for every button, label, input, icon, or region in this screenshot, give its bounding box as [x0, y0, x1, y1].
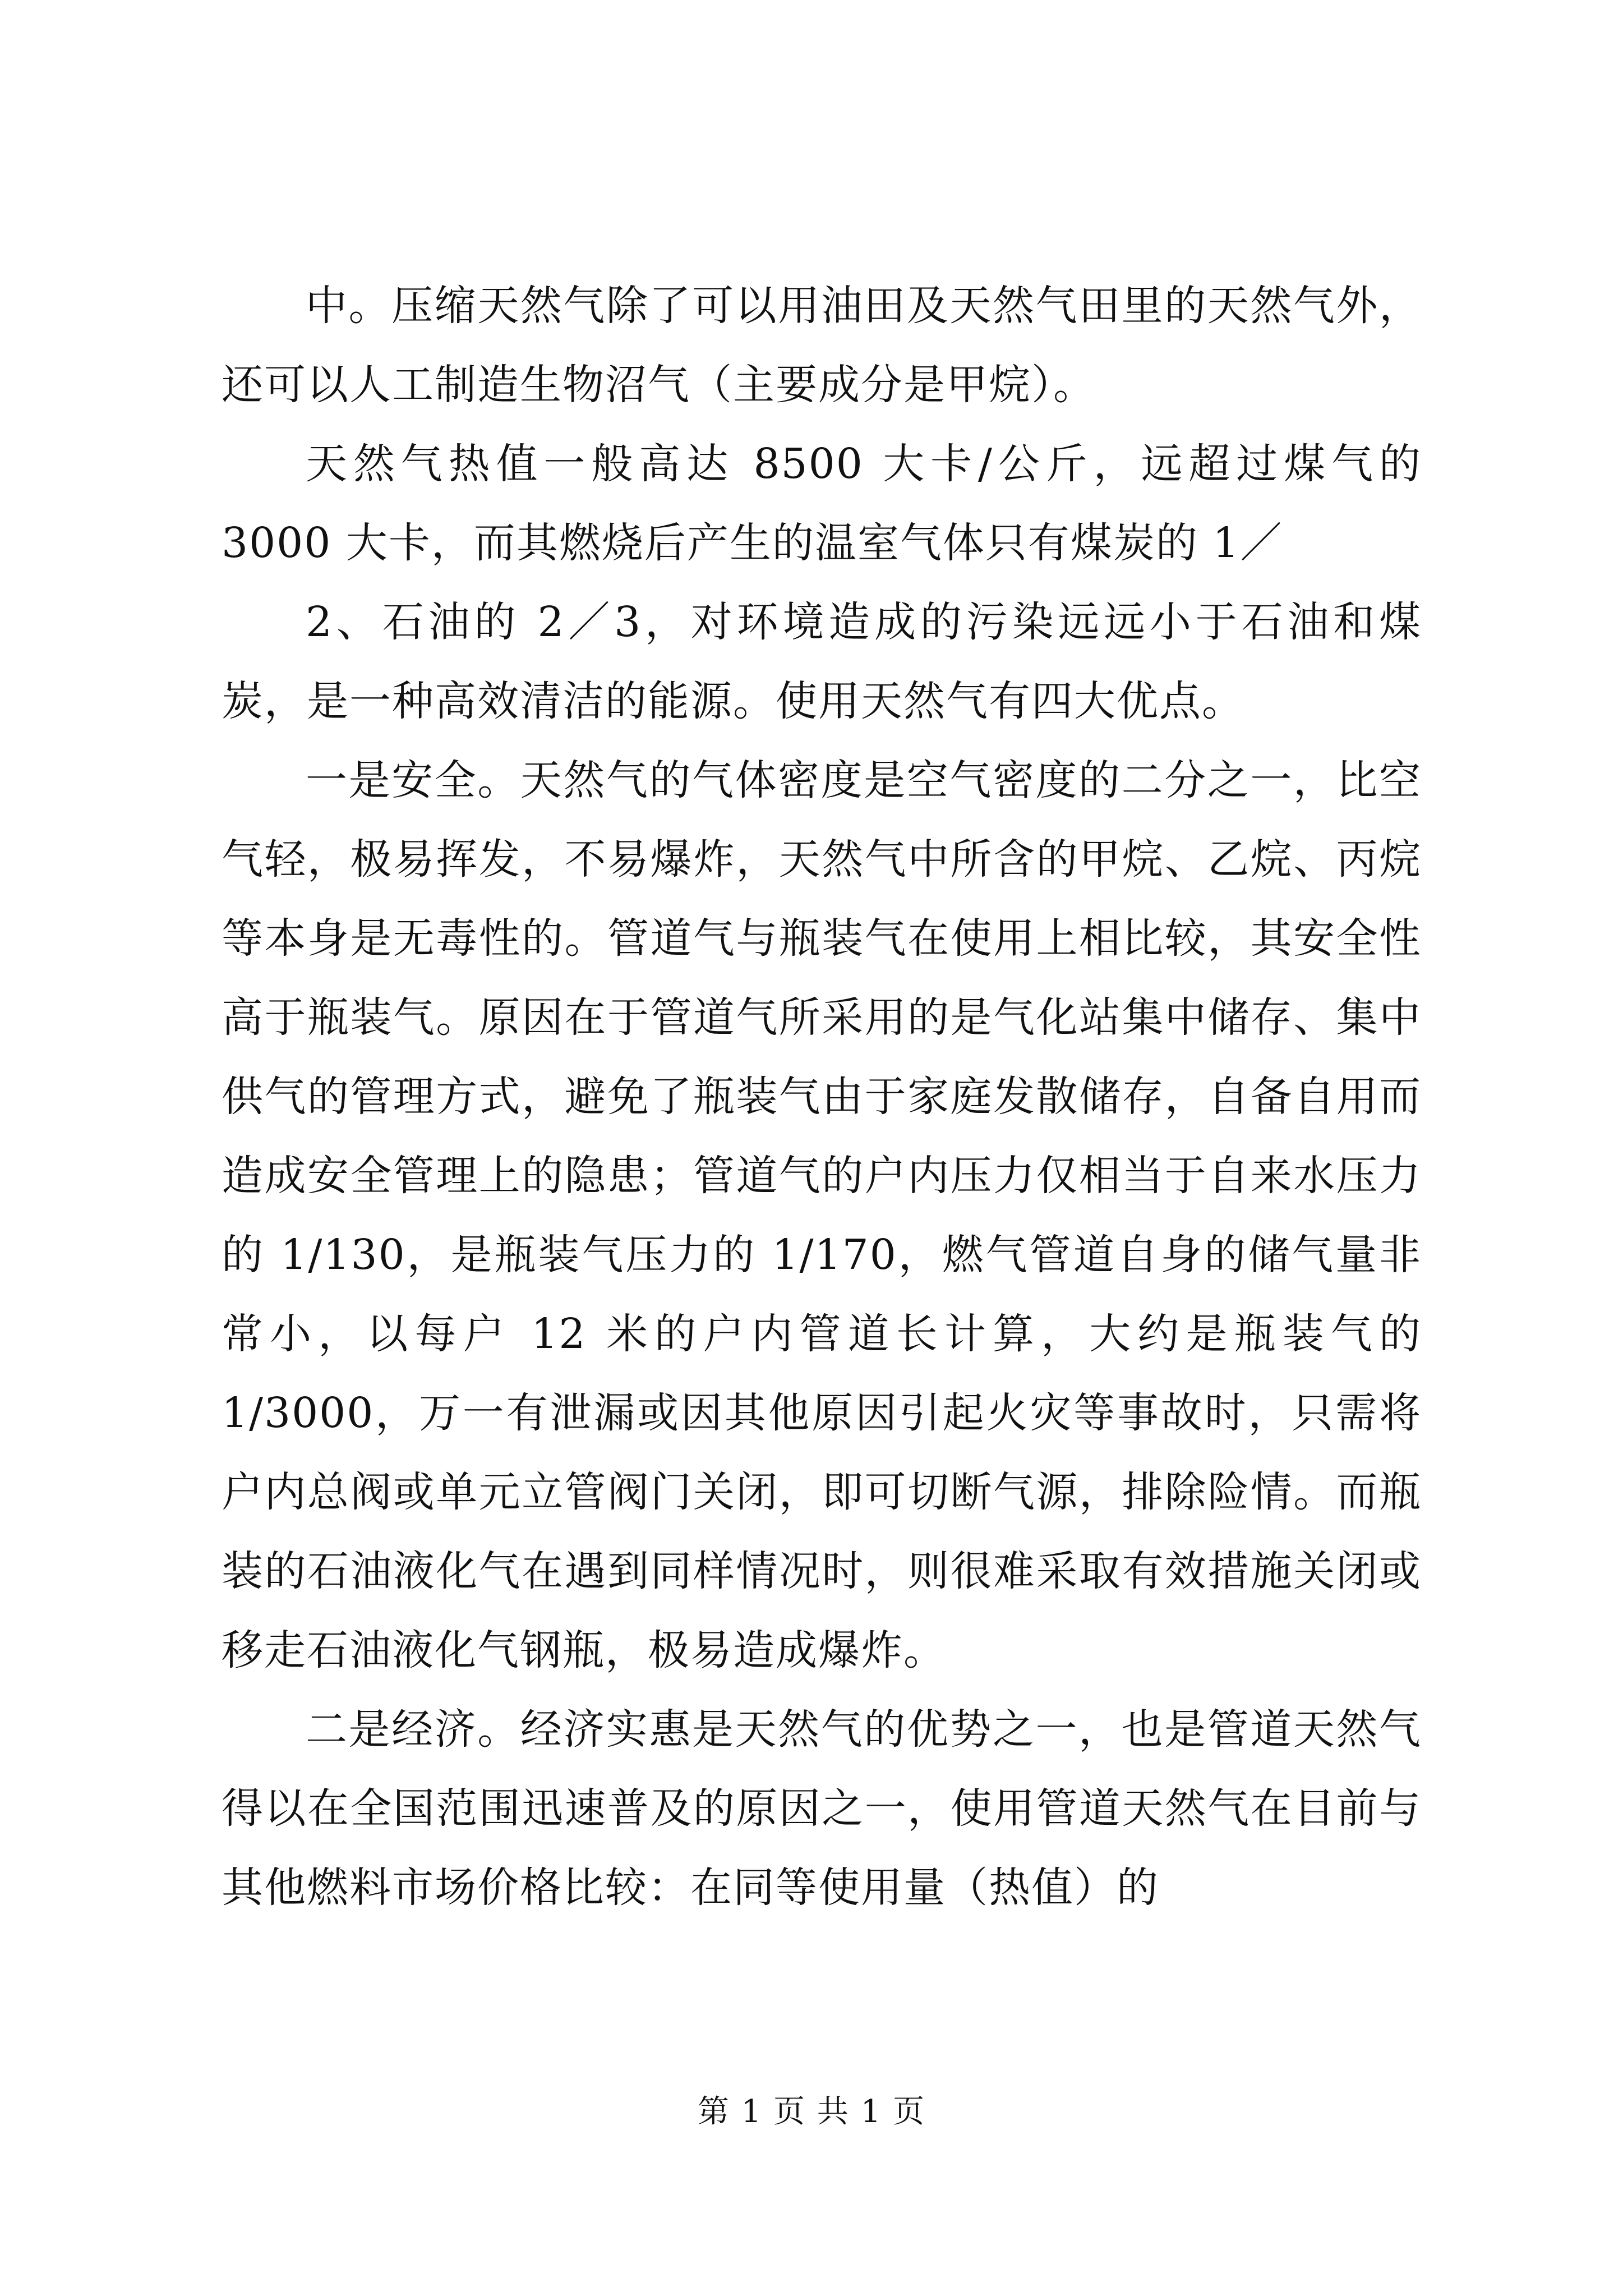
paragraph-4: 一是安全。天然气的气体密度是空气密度的二分之一，比空气轻，极易挥发，不易爆炸，天然气中所含的甲烷、乙烷、丙烷等本身是无毒性的。管道气与瓶装气在使用上相比较，其安全性高于瓶装气。原因在于管道气所采用的是气化站集中储存、集中供气的管理方式，避免了瓶装气由于家庭发散储存，自备自用而造成安全管理上的隐患；管道气的户内压力仅相当于自来水压力的 1/130，是瓶装气压力的 1/170，燃气管道自身的储气量非常小，以每户 12 米的户内管道长计算，大约是瓶装气的 1/3000，万一有泄漏或因其他原因引起火灾等事故时，只需将户内总阀或单元立管阀门关闭，即可切断气源，排除险情。而瓶装的石油液化气在遇到同样情况时，则很难采取有效措施关闭或移走石油液化气钢瓶，极易造成爆炸。 — [222, 756, 1422, 1674]
paragraph-2: 天然气热值一般高达 8500 大卡/公斤，远超过煤气的 3000 大卡，而其燃烧后产生的温室气体只有煤炭的 1／ — [222, 440, 1422, 567]
page-footer: 第 1 页 共 1 页 — [697, 2093, 926, 2130]
paragraph-5: 二是经济。经济实惠是天然气的优势之一，也是管道天然气得以在全国范围迅速普及的原因之一，使用管道天然气在目前与其他燃料市场价格比较：在同等使用量（热值）的 — [222, 1705, 1422, 1912]
paragraph-1: 中。压缩天然气除了可以用油田及天然气田里的天然气外，还可以人工制造生物沼气（主要成分是甲烷）。 — [222, 282, 1422, 409]
document-body — [222, 266, 1422, 1927]
paragraph-3: 2、石油的 2／3，对环境造成的污染远远小于石油和煤炭，是一种高效清洁的能源。使用天然气有四大优点。 — [222, 598, 1422, 725]
